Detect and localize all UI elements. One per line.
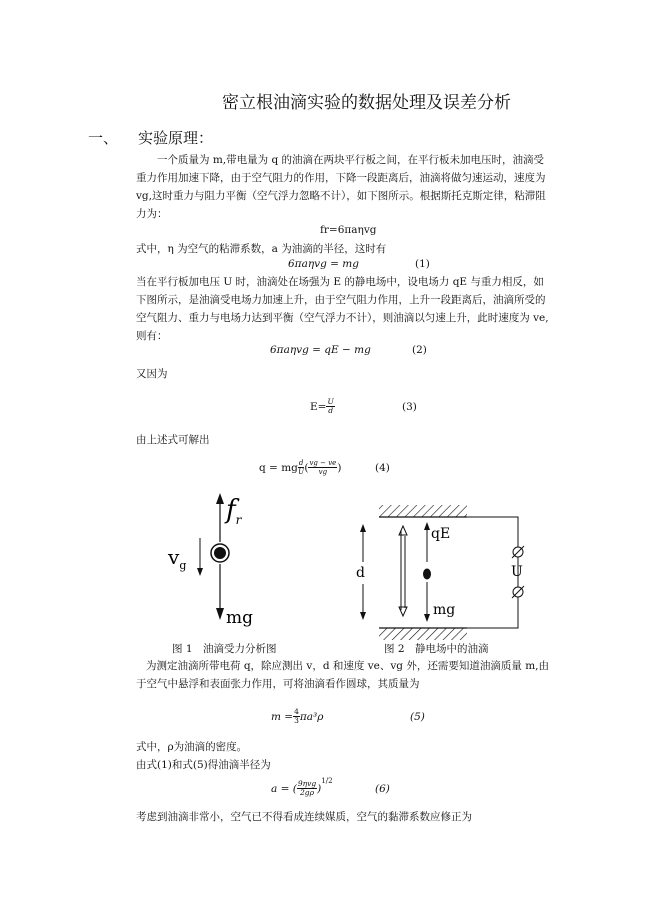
equation-6-denominator: 2gρ bbox=[300, 788, 314, 797]
equation-6-exponent: 1/2 bbox=[321, 776, 333, 785]
equation-6-numerator: 9ηvg bbox=[297, 779, 317, 788]
equation-1: 6πaηvg = mg bbox=[288, 258, 359, 270]
equation-6-lhs: a = ( bbox=[271, 782, 297, 795]
label-vg: $v_g$ bbox=[168, 545, 187, 572]
equation-3-numerator: U bbox=[327, 397, 334, 406]
equation-3-denominator: d bbox=[328, 406, 334, 415]
equation-5-rhs: πa³ρ bbox=[299, 710, 324, 723]
equation-4: q = mg $\frac{d}{U}$ ( $\frac{vg - ve}{vg}$ ) bbox=[259, 459, 342, 476]
upper-plate-hatch bbox=[379, 505, 467, 517]
text-where: 式中，η 为空气的粘滞系数，a 为油滴的半径，这时有 bbox=[136, 243, 387, 255]
equation-6-number: (6) bbox=[375, 783, 390, 795]
gravity-arrowhead bbox=[216, 608, 224, 620]
oil-drop bbox=[214, 547, 226, 559]
equation-2: 6πaηvg = qE − mg bbox=[270, 344, 371, 356]
equation-4-frac1-den: U bbox=[298, 468, 305, 476]
label-qE: qE bbox=[431, 526, 451, 542]
equation-4-frac1-num: d bbox=[298, 459, 304, 467]
equation-5-fraction bbox=[293, 708, 300, 725]
equation-6-rhs: ) bbox=[317, 782, 322, 795]
oil-drop bbox=[423, 569, 431, 580]
paragraph-electric-field: 当在平行板加电压 U 时，油滴处在场强为 E 的静电场中，设电场力 qE 与重力相反，如下图所示，是油滴受电场力加速上升，由于空气阻力作用，上升一段距离后，油滴所受的空气阻力、重力与电场力达到平衡（空气浮力不计），则油滴以匀速上升，此时速度为 ve,则有： bbox=[136, 276, 549, 342]
text-solve: 由上述式可解出 bbox=[136, 434, 210, 446]
equation-5-lhs: m = bbox=[271, 710, 294, 723]
equation-3-fraction bbox=[326, 398, 334, 415]
label-mg: mg bbox=[433, 602, 456, 618]
label-fr: $f_r$ bbox=[226, 495, 242, 527]
equation-5 bbox=[271, 708, 323, 725]
figure-2-field-diagram bbox=[345, 500, 530, 644]
equation-1-number: (1) bbox=[415, 258, 430, 270]
equation-6 bbox=[271, 776, 333, 797]
text-also: 又因为 bbox=[136, 368, 168, 380]
page-title: 密立根油滴实验的数据处理及误差分析 bbox=[222, 93, 511, 113]
figure-1-caption: 图 1 油滴受力分析图 bbox=[172, 643, 277, 655]
equation-4-frac2-den: vg bbox=[318, 468, 328, 476]
equation-4-number: (4) bbox=[375, 462, 390, 474]
equation-3-number: (3) bbox=[402, 401, 417, 413]
equation-2-number: (2) bbox=[412, 344, 427, 356]
label-distance: d bbox=[356, 565, 365, 581]
equation-3-lhs: E= bbox=[310, 400, 327, 413]
equation-3 bbox=[310, 398, 335, 415]
drag-force-arrowhead bbox=[216, 493, 224, 504]
equation-4-fraction-2 bbox=[308, 459, 337, 476]
equation-5-number: (5) bbox=[410, 711, 425, 723]
label-mg: mg bbox=[226, 608, 254, 628]
figure-2-caption: 图 2 静电场中的油滴 bbox=[384, 643, 489, 655]
label-voltage: U bbox=[511, 564, 523, 580]
equation-6-fraction bbox=[297, 780, 317, 797]
lower-plate-hatch bbox=[379, 628, 467, 640]
equation-4-frac2-num: vg − ve bbox=[309, 459, 337, 467]
equation-4-lhs: q = mg bbox=[259, 461, 298, 474]
section-number: 一、 bbox=[88, 129, 119, 147]
paragraph-principle: 一个质量为 m,带电量为 q 的油滴在两块平行板之间，在平行板未加电压时，油滴受重力作用加速下降，由于空气阻力的作用，下降一段距离后，油滴将做匀速运动，速度为 vg,这时重力与阻力平衡（空气浮力忽略不计），如下图所示。根据斯托克斯定律，粘滞阻力为： bbox=[136, 154, 546, 220]
section-heading: 实验原理： bbox=[138, 129, 214, 147]
text-radius: 由式(1)和式(5)得油滴半径为 bbox=[136, 759, 271, 771]
equation-5-denominator: 3 bbox=[294, 716, 299, 725]
equation-5-numerator: 4 bbox=[294, 707, 299, 716]
text-correction: 考虑到油滴非常小，空气已不得看成连续媒质，空气的黏滞系数应修正为 bbox=[136, 811, 472, 823]
equation-drag-force: fr=6πaηvg bbox=[320, 224, 377, 236]
text-rho: 式中，ρ为油滴的密度。 bbox=[136, 741, 248, 753]
figure-1-force-diagram bbox=[160, 488, 280, 636]
velocity-arrowhead bbox=[197, 568, 203, 576]
paragraph-mass: 为测定油滴所带电荷 q，除应测出 v，d 和速度 ve、vg 外，还需要知道油滴质量 m,由于空气中悬浮和表面张力作用，可将油滴看作圆球，其质量为 bbox=[136, 660, 549, 690]
